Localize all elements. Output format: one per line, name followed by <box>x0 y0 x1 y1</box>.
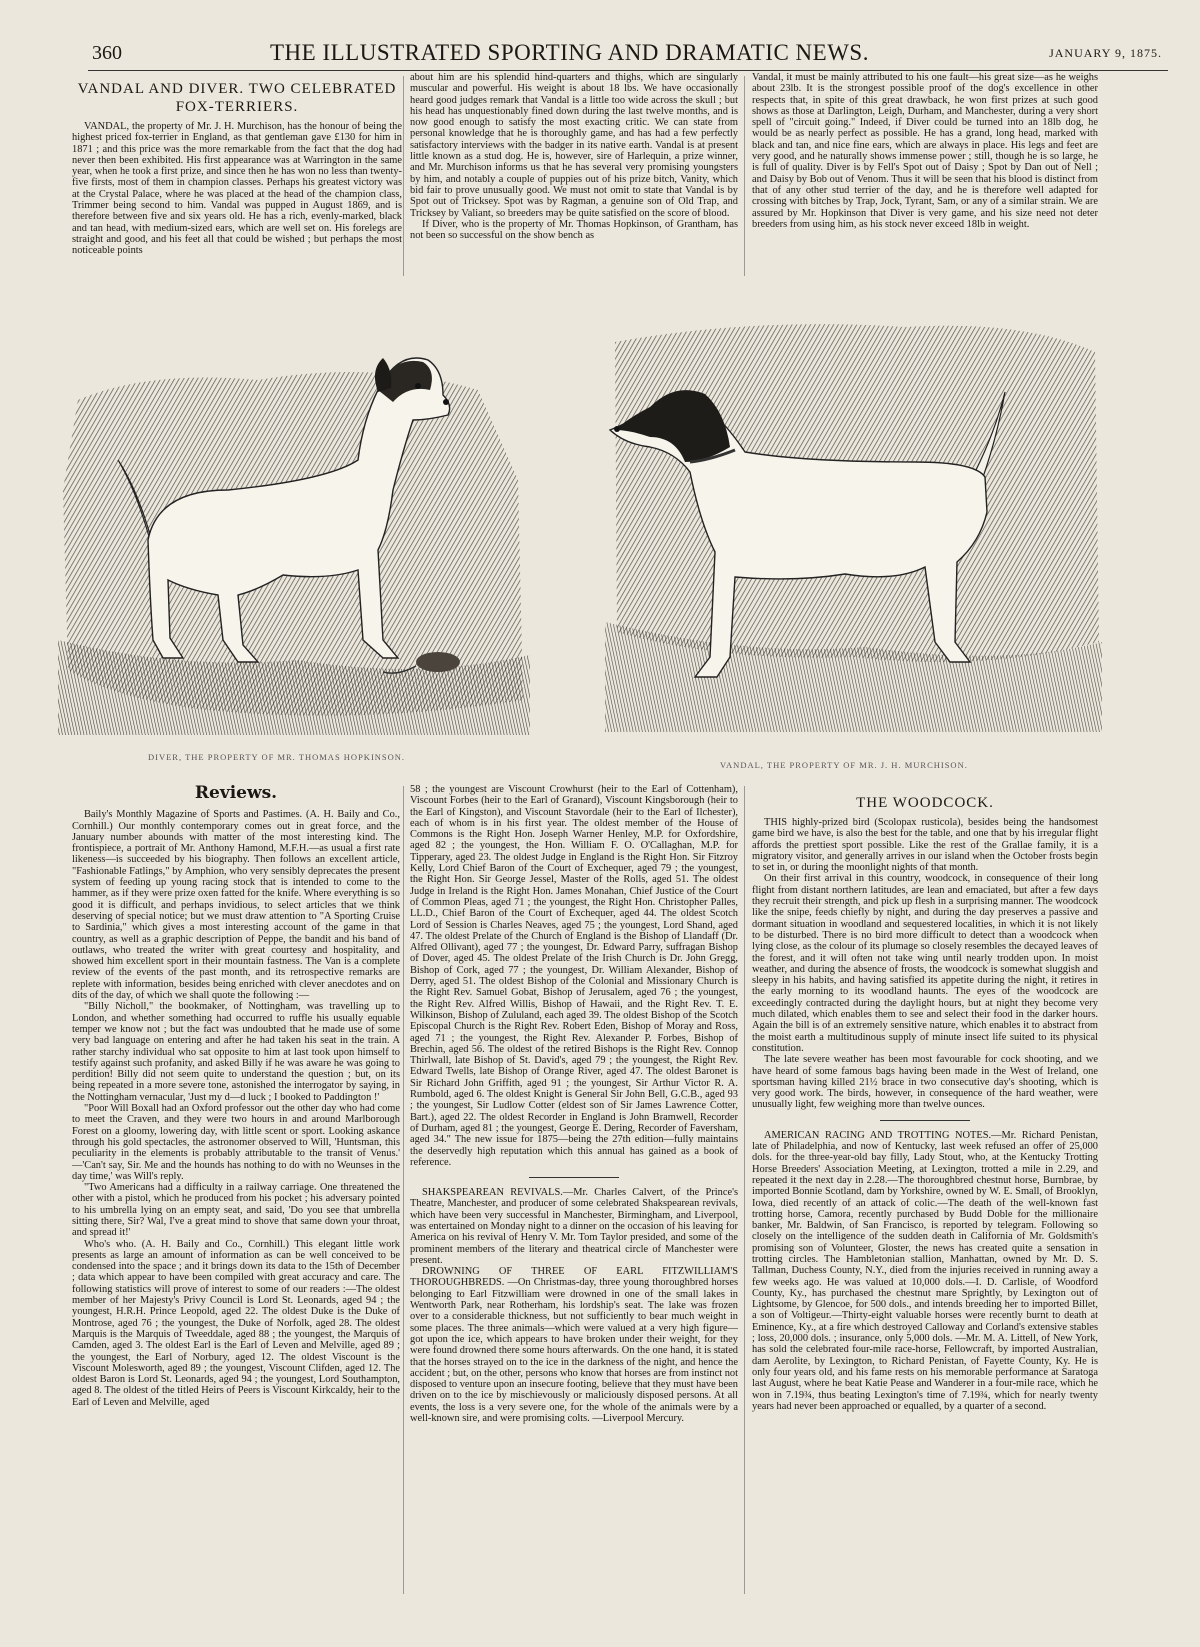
review-paragraph: Baily's Monthly Magazine of Sports and Pastimes. (A. H. Baily and Co., Cornhill.) Our monthly contemporary comes out in great force, and the January number abounds with matter of the most interesting kind. The frontispiece, a portrait of Mr. Anthony Hamond, M.F.H.—as usual a first rate likeness—is succeeded by his biography. Then follows an excellent article, "Fashionable Fatlings," by Amphion, who very sensibly deprecates the present system of feeding up young racing stock that is intended to come to the hammer, as if they were prize oxen fatted for the knife. Where everything is so good it is difficult, and perhaps invidious, to select articles that we think deserving of special notice; but we must draw attention to "A Sporting Cruise to Sardinia," which gives a most interesting account of the game in that country, as well as a graphic description of Peppe, the bandit and his band of outlaws, who treated the writer with great courtesy and hospitality, and showed him excellent sport in their mountain fastness. The Van is a complete review of the events of the past month, and its retrospective remarks are replete with information, besides being enriched with clever anecdotes and on dits of the day, of which we shall quote the following :— <box>72 809 400 1002</box>
review-quote: "Billy Nicholl," the bookmaker, of Nottingham, was travelling up to London, and whether something had occurred to ruffle his usually equable temper we know not ; but the fact was undoubted that he made use of some very bad language on entering and after he had taken his seat in the train. A rather starchy individual who sat opposite to him at last took upon himself to testify against such profanity, and asked Billy if he was aware he was going to perdition! Billy did not seem quite to understand the question ; but, on its being repeated in a more severe tone, astonished the interrogator by saying, in the Nottingham vernacular, 'Just my d—d luck ; I booked to Paddington !' <box>72 1001 400 1103</box>
column-rule <box>744 76 745 276</box>
article-column-3 <box>752 72 1098 280</box>
diver-engraving <box>58 340 530 735</box>
article-paragraph: about him are his splendid hind-quarters and thighs, which are singularly muscular and powerful. His weight is about 18 lbs. We have occasionally heard good judges remark that Vandal is a little too wide across the skull ; but his head has unquestionably fined down during the last twelve months, and is now good enough to satisfy the most exacting critic. We can state from personal knowledge that he is thoroughly game, and has had a few perfectly satisfactory interviews with the badger in its native earth. Vandal is at present little known as a stud dog. He is, however, sire of Harlequin, a prize winner, and Mr. Murchison informs us that he has several very promising youngsters by him, and notably a couple of puppies out of his prize bitch, Vanity, which bid fair to prove unusually good. We must not omit to state that Vandal is by Spot out of Tricksey. Spot was by Ragman, a genuine son of Old Trap, and Tricksey by Valiant, so breeders may be quite satisfied on the score of blood. <box>410 72 738 219</box>
masthead-title: THE ILLUSTRATED SPORTING AND DRAMATIC NEWS. <box>270 40 869 65</box>
news-item: DROWNING OF THREE OF EARL FITZWILLIAM'S THOROUGHBREDS. —On Christmas-day, three young thoroughbred horses belonging to Earl Fitzwilliam were drowned in one of the small lakes in Wentworth Park, near Rotherham, his lordship's seat. The lake was frozen over to a considerable thickness, but not sufficiently to bear much weight in some places. The three animals—which were valued at a very high figure—got upon the ice, which appears to have broken under their weight, for they were found drowned there some hours afterwards. On the one hand, it is stated that the horses strayed on to the ice in the darkness of the night, and hence the accident ; but, on the other, persons who know that horses are from instinct not disposed to venture upon an insecure footing, believe that they must have been driven on to the ice by mischievously or maliciously disposed persons. At all events, the loss is a very severe one, for the whole of the animals were by a well-known sire, and were promising colts. —Liverpool Mercury. <box>410 1266 738 1425</box>
article-paragraph: Vandal, it must be mainly attributed to his one fault—his great size—as he weighs about 23lb. It is the strongest possible proof of the dog's excellence in other respects that, in spite of this great drawback, he won first prizes at such good shows as those at Darlington, Leigh, Durham, and Manchester, during a very short spell of "circuit going." Indeed, if Diver could be turned into an 18lb dog, he would be as nearly perfect as possible. He has a grand, long head, marked with black and tan, and nice fine ears, which are always in place. His legs and feet are very good, and he naturally shows immense power ; still, though he is so large, he is full of quality. Diver is by Fell's Spot out of Daisy ; Spot by Dan out of Nell ; and Daisy by Bob out of Venom. Thus it will be seen that his blood is distinct from that of any other stud terrier of the day, and he is therefore well adapted for crossing with bitches by Trap, Jock, Tyrant, Sam, or any of a similar strain. We are assured by Mr. Hopkinson that Diver is very game, and his size need not deter breeders from using him, as his stock never exceed 18lb in weight. <box>752 72 1098 230</box>
woodcock-paragraph: The late severe weather has been most favourable for cock shooting, and we have heard of some famous bags having been made in the West of Ireland, one sportsman having killed 21½ brace in two consecutive day's shooting, which is very good work. The birds, however, in consequence of the hard weather, were unusually light, few weighing more than twelve ounces. <box>752 1054 1098 1111</box>
news-item: AMERICAN RACING AND TROTTING NOTES.—Mr. Richard Penistan, late of Philadelphia, and now of Kentucky, last week refused an offer of 25,000 dols. for the three-year-old bay filly, Lady Stout, who, at the Kentucky Trotting Horse Breeders' Association Meeting, at Lexington, trotted a mile in 2.29, and repeated it the next day in 2.28.—The thoroughbred chestnut horse, Burnbrae, by imported Bonnie Scotland, dam by Yorkshire, owned by W. E. Small, of Brooklyn, Iowa, died recently of an attack of colic.—The death of the well-known fast trotting horse, Camora, recently purchased by Budd Doble for the millionaire banker, Mr. Baldwin, of San Francisco, is reported by telegram. Following so closely on the intelligence of the sudden death in California of Mr. Goldsmith's promising son of Volunteer, Gloster, the news has created quite a sensation in trotting circles. The Hambletonian stallion, Manhattan, owned by Mr. D. S. Tallman, Duchess County, N.Y., died from the injuries received in running away a few weeks ago. He was valued at 10,000 dols.—I. D. Carlisle, of Woodford County, Ky., has purchased the chestnut mare Sprightly, by Lexington out of Lightsome, by Glencoe, for 500 dols., and intends breeding her to imported Billet, a son of Voltigeur.—Thirty-eight valuable horses were recently burnt to death at Eminence, Ky., at a fire which destroyed Calloway and Corland's extensive stables ; loss, 20,000 dols. ; insurance, only 5,000 dols. —Mr. M. A. Littell, of New York, has sold the celebrated four-mile race-horse, Fellowcraft, by imported Australian, dam Aerolite, by Lexington, to Richard Penistan, of Fayette County, Ky. He is only four years old, and his fame rests on his memorable performance at Saratoga last August, where he beat Katie Pease and Wanderer in a four-mile race, which he won in 7.19¾, thus beating Lexington's time of 7.19¾, which for nearly twenty years had never been approached or equalled, by a quarter of a second. <box>752 1129 1098 1412</box>
article-paragraph: VANDAL, the property of Mr. J. H. Murchison, has the honour of being the highest priced fox-terrier in England, as that gentleman gave £130 for him in 1871 ; and this price was the more remarkable from the fact that the dog had never then been exhibited. His first appearance was at Warrington in the same year, when he took a first prize, and since then he has won no less than twenty-five firsts, most of them in champion classes. Perhaps his greatest victory was at the Crystal Palace, where he was placed at the head of the champion class, Trimmer being second to him. Vandal was pupped in August 1869, and is therefore between five and six years old. He has a rich, evenly-marked, black and tan head, with medium-sized ears, which are well set on. His forelegs are straight and good, and his feet all that could be wished ; but perhaps the most noticeable points <box>72 121 402 257</box>
page-number: 360 <box>92 42 122 64</box>
vandal-caption: VANDAL, THE PROPERTY OF MR. J. H. MURCHISON. <box>720 760 968 770</box>
issue-date: JANUARY 9, 1875. <box>1049 46 1162 60</box>
column-rule <box>403 76 404 276</box>
woodcock-paragraph: On their first arrival in this country, woodcock, in consequence of their long flight from distant northern latitudes, are lean and emaciated, but after a few days they recruit their strength, and pick up flesh in a surprising manner. The woodcock like the snipe, feeds chiefly by night, and during the day preserves a passive and dormant situation in woodland and sequestered localities, in which it is not likely to be disturbed. There is no bird more difficult to detect than a woodcock when lying close, as the colour of its plumage so closely resembles the decayed leaves of the forest, and it will often not take wing until nearly trodden upon. In moist weather, and during the absence of frosts, the woodcock is somewhat sluggish and sleepy in his habits, and having satisfied its appetite during the night, it retires in the early morning to its woodland haunts. The eyes of the woodcock are exceedingly contracted during the daylight hours, but at night they become very much dilated, which enables them to see and select their food in the darker hours. Again the bill is of an extremely sensitive nature, which enables it to abstract from the moist earth a multitudinous supply of minute insect life suited to its physical constitution. <box>752 873 1098 1054</box>
reviews-column <box>72 784 400 1592</box>
section-rule <box>529 1177 619 1178</box>
diver-caption: DIVER, THE PROPERTY OF MR. THOMAS HOPKINSON. <box>148 752 406 762</box>
review-paragraph: Who's who. (A. H. Baily and Co., Cornhill.) This elegant little work presents as large an amount of information as can be well conceived to be condensed into the space ; and it brings down its data to the 15th of December ; data which appear to have been compiled with great accuracy and care. The following statistics will prove of interest to some of our readers :—The oldest member of her Majesty's Privy Council is Lord St. Leonards, aged 94 ; the youngest, H.R.H. Prince Leopold, aged 22. The oldest Duke is the Duke of Montrose, aged 76 ; the youngest, the Duke of Norfolk, aged 28. The oldest Marquis is the Marquis of Tweeddale, aged 88 ; the youngest, the Marquis of Camden, aged 3. The oldest Earl is the Earl of Leven and Melville, aged 89 ; the youngest, the Earl of Norbury, aged 12. The oldest Viscount is the Viscount Molesworth, aged 89 ; the youngest, Viscount Clifden, aged 12. The oldest Baron is Lord St. Leonards, aged 94 ; the youngest, Lord Southampton, aged 8. The oldest of the titled Heirs of Peers is Viscount Kirkcaldy, heir to the Earl of Leven and Melville, aged <box>72 1238 400 1408</box>
middle-column <box>410 784 738 1592</box>
woodcock-title: THE WOODCOCK. <box>856 795 994 811</box>
article-column-1 <box>72 80 402 280</box>
section-rule <box>880 1120 970 1121</box>
news-item: SHAKSPEAREAN REVIVALS.—Mr. Charles Calvert, of the Prince's Theatre, Manchester, and producer of some celebrated Shakspearean revivals, which have been very successful in Manchester, Birmingham, and Liverpool, was entertained on Monday night to a dinner on the occasion of his leaving for America on his revival of Henry V. Mr. Tom Taylor presided, and some of the prominent members of the literary and theatrical circle of Manchester were present. <box>410 1187 738 1266</box>
article-paragraph: If Diver, who is the property of Mr. Thomas Hopkinson, of Grantham, has not been so successful on the show bench as <box>410 218 738 242</box>
review-paragraph: 58 ; the youngest are Viscount Crowhurst (heir to the Earl of Cottenham), Viscount Forbes (heir to the Earl of Granard), Viscount Kingsborough (heir to the Earl of Kingston), and Viscount Stavordale (heir to the Earl of Ilchester), each of whom is in his first year. The oldest member of the House of Commons is the Right Hon. Joseph Warner Henley, M.P. for Oxfordshire, aged 82 ; the youngest, the Hon. William F. O. O'Callaghan, M.P. for Tipperary, aged 23. The oldest Judge in England is the Right Hon. Sir Fitzroy Kelly, Lord Chief Baron of the Court of Exchequer, aged 79 ; the youngest, the Right Hon. Sir George Jessel, Master of the Rolls, aged 51. The oldest Judge in Ireland is the Right Hon. James Monahan, Chief Justice of the Court of Common Pleas, aged 71 ; the youngest, the Right Hon. Christopher Palles, LL.D., Chief Baron of the Court of Exchequer, aged 44. The oldest Scotch Lord of Session is Charles Neaves, aged 75 ; the youngest, Lord Shand, aged 47. The oldest Prelate of the Church of England is the Bishop of Llandaff (Dr. Alfred Ollivant), aged 77 ; the youngest, Dr. Edward Parry, suffragan Bishop of Dover, aged 45. The oldest Prelate of the Irish Church is Dr. John Gregg, Bishop of Cork, aged 77 ; the youngest, Dr. William Alexander, Bishop of Derry, aged 51. The oldest Bishop of the Colonial and Missionary Church is the Right Rev. Samuel Gobat, Bishop of Jerusalem, aged 76 ; the youngest, the Right Rev. Alfred Willis, Bishop of Hawaii, and the Right Rev. T. E. Wilkinson, Bishop of Zululand, each aged 39. The oldest Bishop of the Scotch Episcopal Church is the Right Rev. Robert Eden, Bishop of Moray and Ross, aged 71 ; the youngest, the Right Rev. Alexander P. Forbes, Bishop of Brechin, aged 56. The oldest of the retired Bishops is the Right Rev. Connop Thirlwall, late Bishop of St. David's, aged 79 ; the youngest, the Right Rev. Edward Twells, late Bishop of Orange River, aged 47. The oldest Baronet is Sir Richard John Griffith, aged 91 ; the youngest, Sir Arthur Victor R. A. Rumbold, aged 6. The oldest Knight is General Sir John Bell, G.C.B., aged 93 ; the youngest, Sir Ludlow Cotter (eldest son of Sir James Lawrence Cotter, Bart.), aged 22. The oldest Recorder in England is John Bramwell, Recorder of Durham, aged 81 ; the youngest, George E. Dering, Recorder of Faversham, aged 34." The new issue for 1875—being the 27th edition—fully maintains the deservedly high reputation which this annual has gained as a book of reference. <box>410 784 738 1168</box>
page-header <box>88 40 1168 71</box>
article-headline: VANDAL AND DIVER. TWO CELEBRATED FOX-TERRIERS. <box>77 81 397 115</box>
woodcock-paragraph: THIS highly-prized bird (Scolopax rusticola), besides being the handsomest game bird we have, is also the best for the table, and one that by his irregular flight affords the prettiest sport possible. Like the rest of the Grallae family, it is a migratory visitor, and generally arrives in our island when the October frosts begin to set in, or during the moonlight nights of that month. <box>752 817 1098 874</box>
article-column-2 <box>410 72 738 280</box>
column-rule <box>744 786 745 1594</box>
review-quote: "Poor Will Boxall had an Oxford professor out the other day who had come to meet the Craven, and they were two hours in and around Marlborough Forest on a gloomy, lowering day, with little scent or sport. Looking askance through his gold spectacles, the astronomer observed to Will, 'Huntsman, this peculiarity in the elements is probably attributable to the transit of Venus.' —'Can't say, Sir. Me and the hounds has nothing to do with no Weunses in the day time,' was Will's reply. <box>72 1103 400 1182</box>
woodcock-column <box>752 784 1098 1592</box>
column-rule <box>403 786 404 1594</box>
reviews-heading: Reviews. <box>194 784 278 803</box>
review-quote: "Two Americans had a difficulty in a railway carriage. One threatened the other with a pistol, which he produced from his pocket ; his adversary pointed to his umbrella lying on an empty seat, and said, 'Do you see that umbrella sitting there, Sir? Wal, I've a great mind to shove that same down your throat, and spread it!' <box>72 1182 400 1239</box>
vandal-engraving <box>605 312 1102 744</box>
